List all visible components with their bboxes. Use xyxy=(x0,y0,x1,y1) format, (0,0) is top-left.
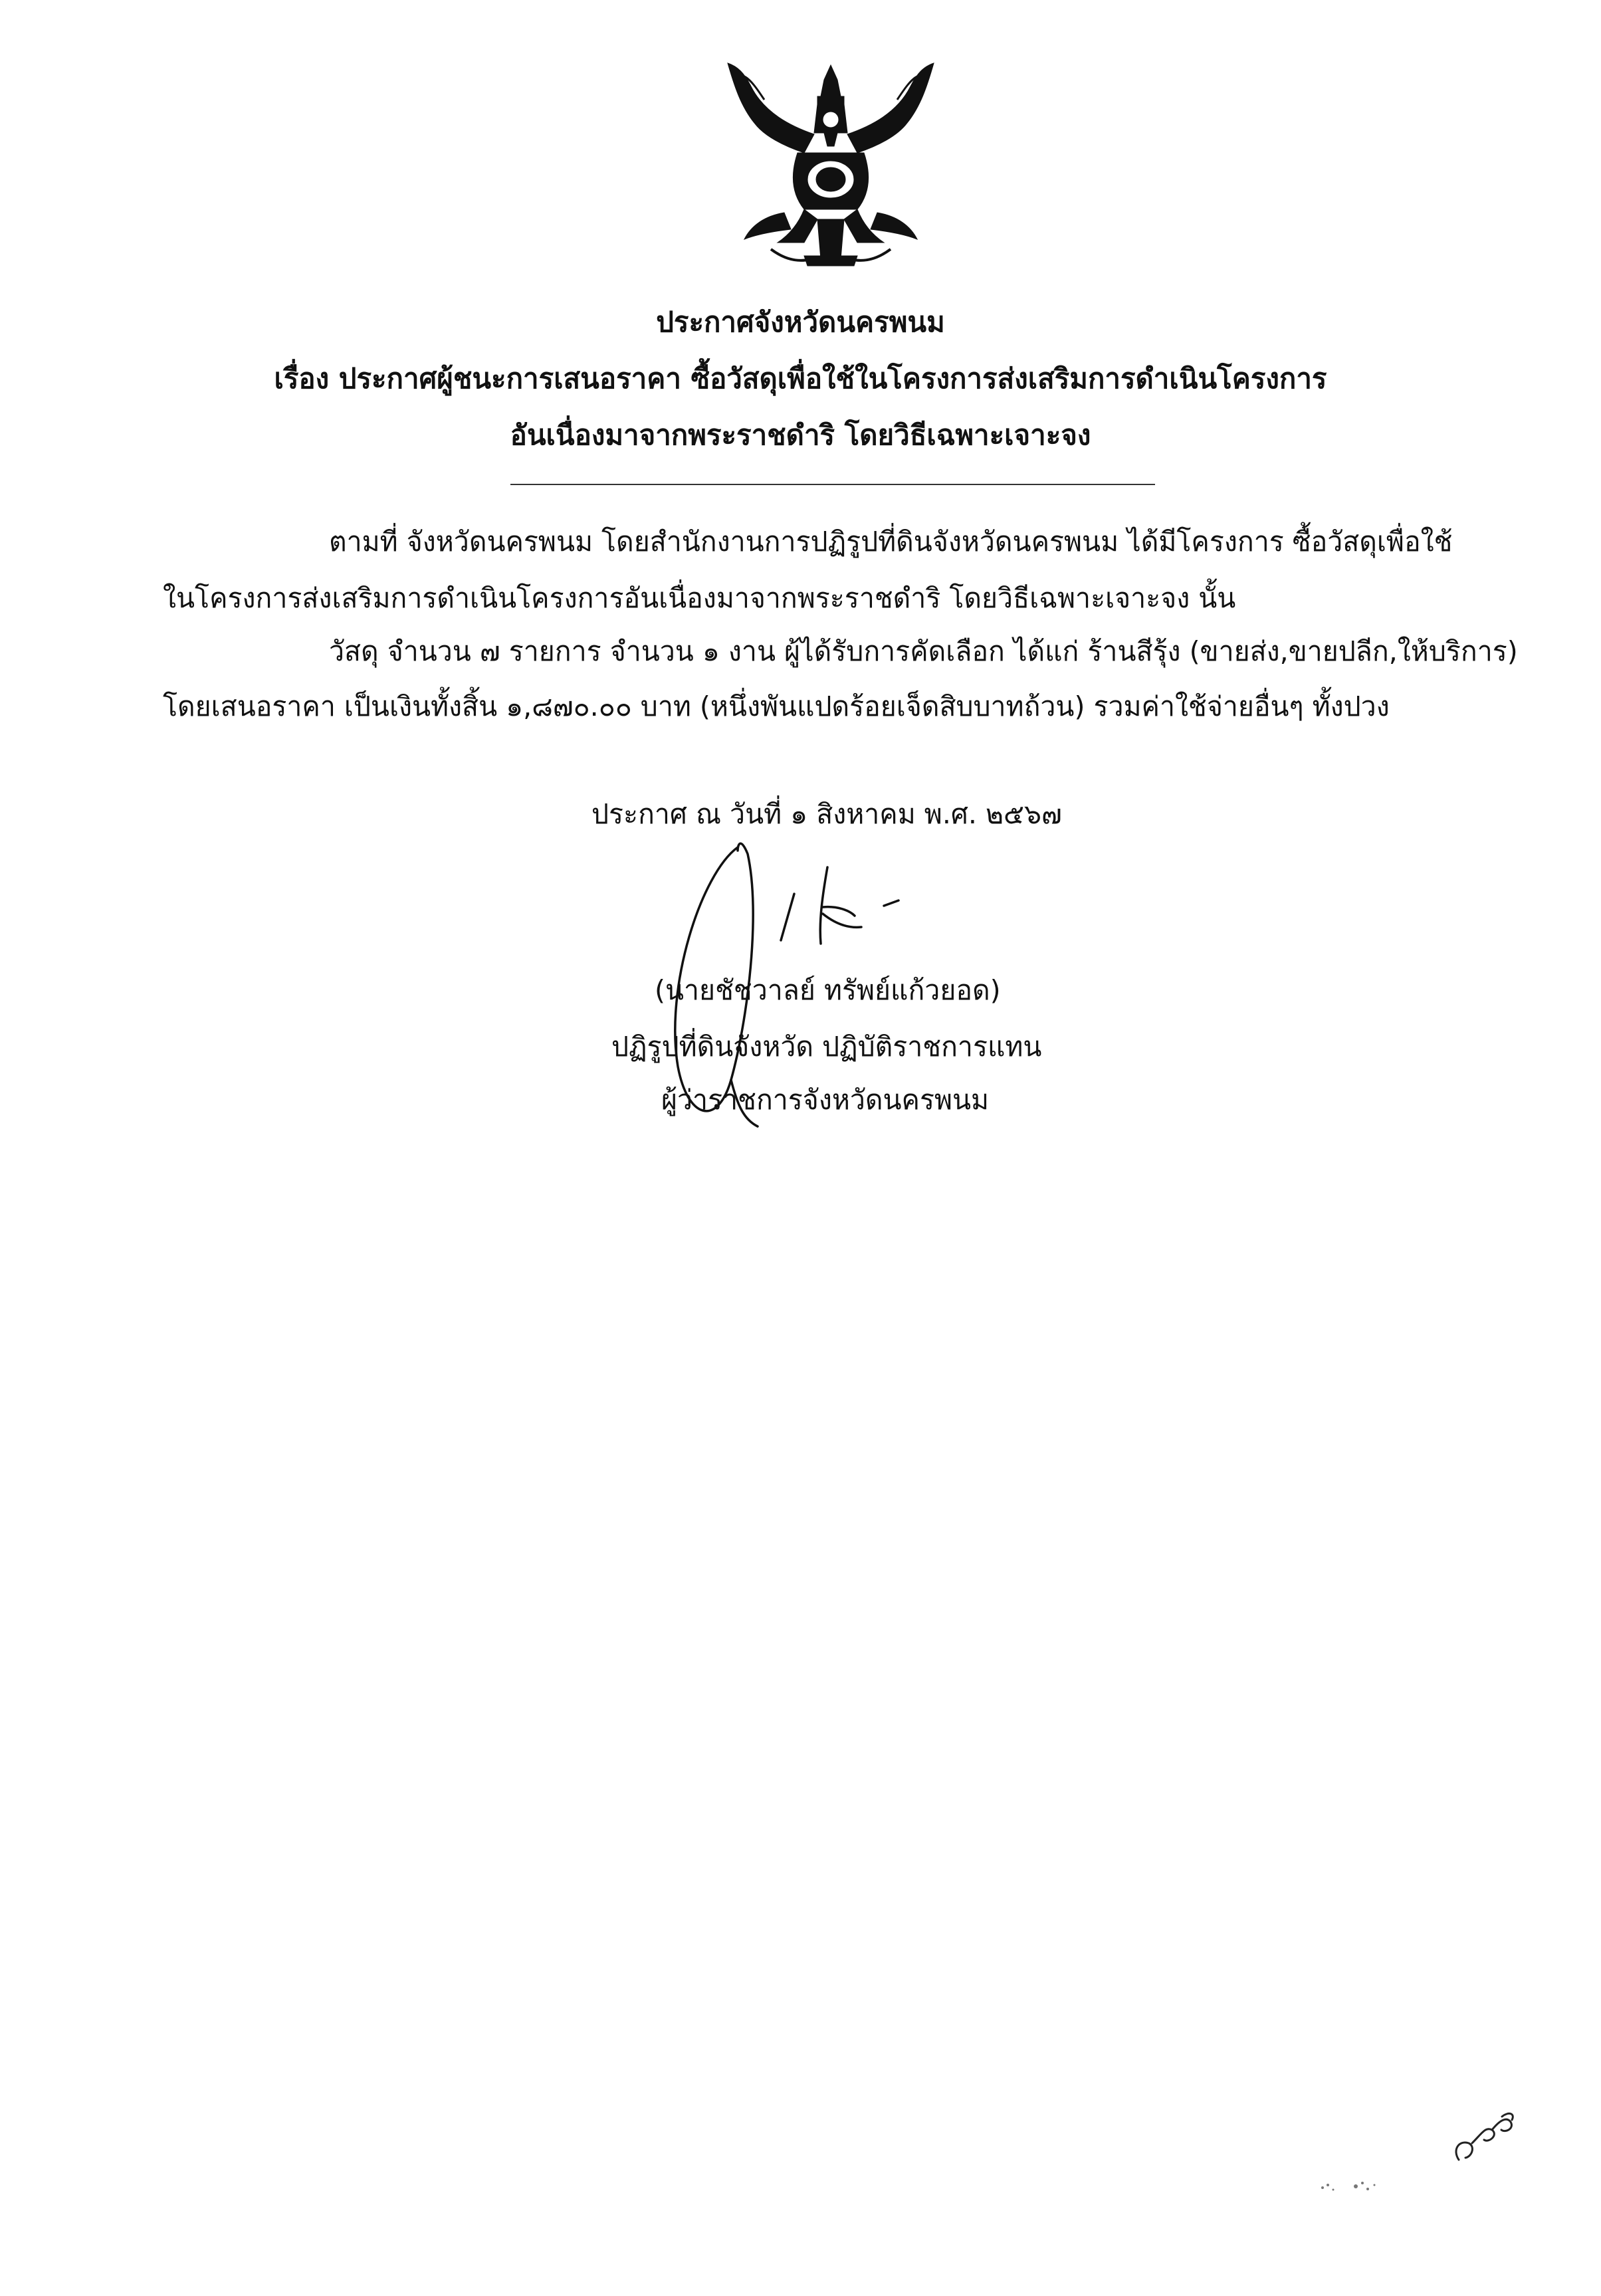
announcement-subject: เรื่อง ประกาศผู้ชนะการเสนอราคา ซื้อวัสดุเพื่อใช้ในโครงการส่งเสริมการดำเนินโครงการ xyxy=(274,362,1327,395)
announcement-subject-cont: อันเนื่องมาจากพระราชดำริ โดยวิธีเฉพาะเจาะจง xyxy=(510,419,1091,451)
signatory-position: ปฏิรูปที่ดินจังหวัด ปฏิบัติราชการแทน xyxy=(611,1031,1042,1063)
ink-smudge xyxy=(1316,2173,1389,2200)
handwritten-initials xyxy=(1445,2103,1525,2176)
signatory-position-2: ผู้ว่าราชการจังหวัดนครพนม xyxy=(661,1084,990,1116)
garuda-emblem-icon xyxy=(724,60,937,279)
announcement-title: ประกาศจังหวัดนครพนม xyxy=(656,306,945,338)
body-paragraph-line-2: ในโครงการส่งเสริมการดำเนินโครงการอันเนื่องมาจากพระราชดำริ โดยวิธีเฉพาะเจาะจง นั้น xyxy=(163,582,1236,614)
signatory-name: (นายชัชวาลย์ ทรัพย์แก้วยอด) xyxy=(655,974,1001,1006)
body-paragraph-line-4: โดยเสนอราคา เป็นเงินทั้งสิ้น ๑,๘๗๐.๐๐ บาท (หนึ่งพันแปดร้อยเจ็ดสิบบาทถ้วน) รวมค่าใช้จ่ายอื่นๆ ทั้งปวง xyxy=(163,690,1390,722)
announcement-date: ประกาศ ณ วันที่ ๑ สิงหาคม พ.ศ. ๒๕๖๗ xyxy=(591,798,1062,830)
body-paragraph-line-3: วัสดุ จำนวน ๗ รายการ จำนวน ๑ งาน ผู้ได้รับการคัดเลือก ได้แก่ ร้านสีรุ้ง (ขายส่ง,ขายปลีก,ให้บริการ) xyxy=(329,635,1518,667)
body-paragraph-line-1: ตามที่ จังหวัดนครพนม โดยสำนักงานการปฏิรูปที่ดินจังหวัดนครพนม ได้มีโครงการ ซื้อวัสดุเพื่อใช้ xyxy=(329,526,1453,558)
heading-divider xyxy=(510,484,1155,485)
